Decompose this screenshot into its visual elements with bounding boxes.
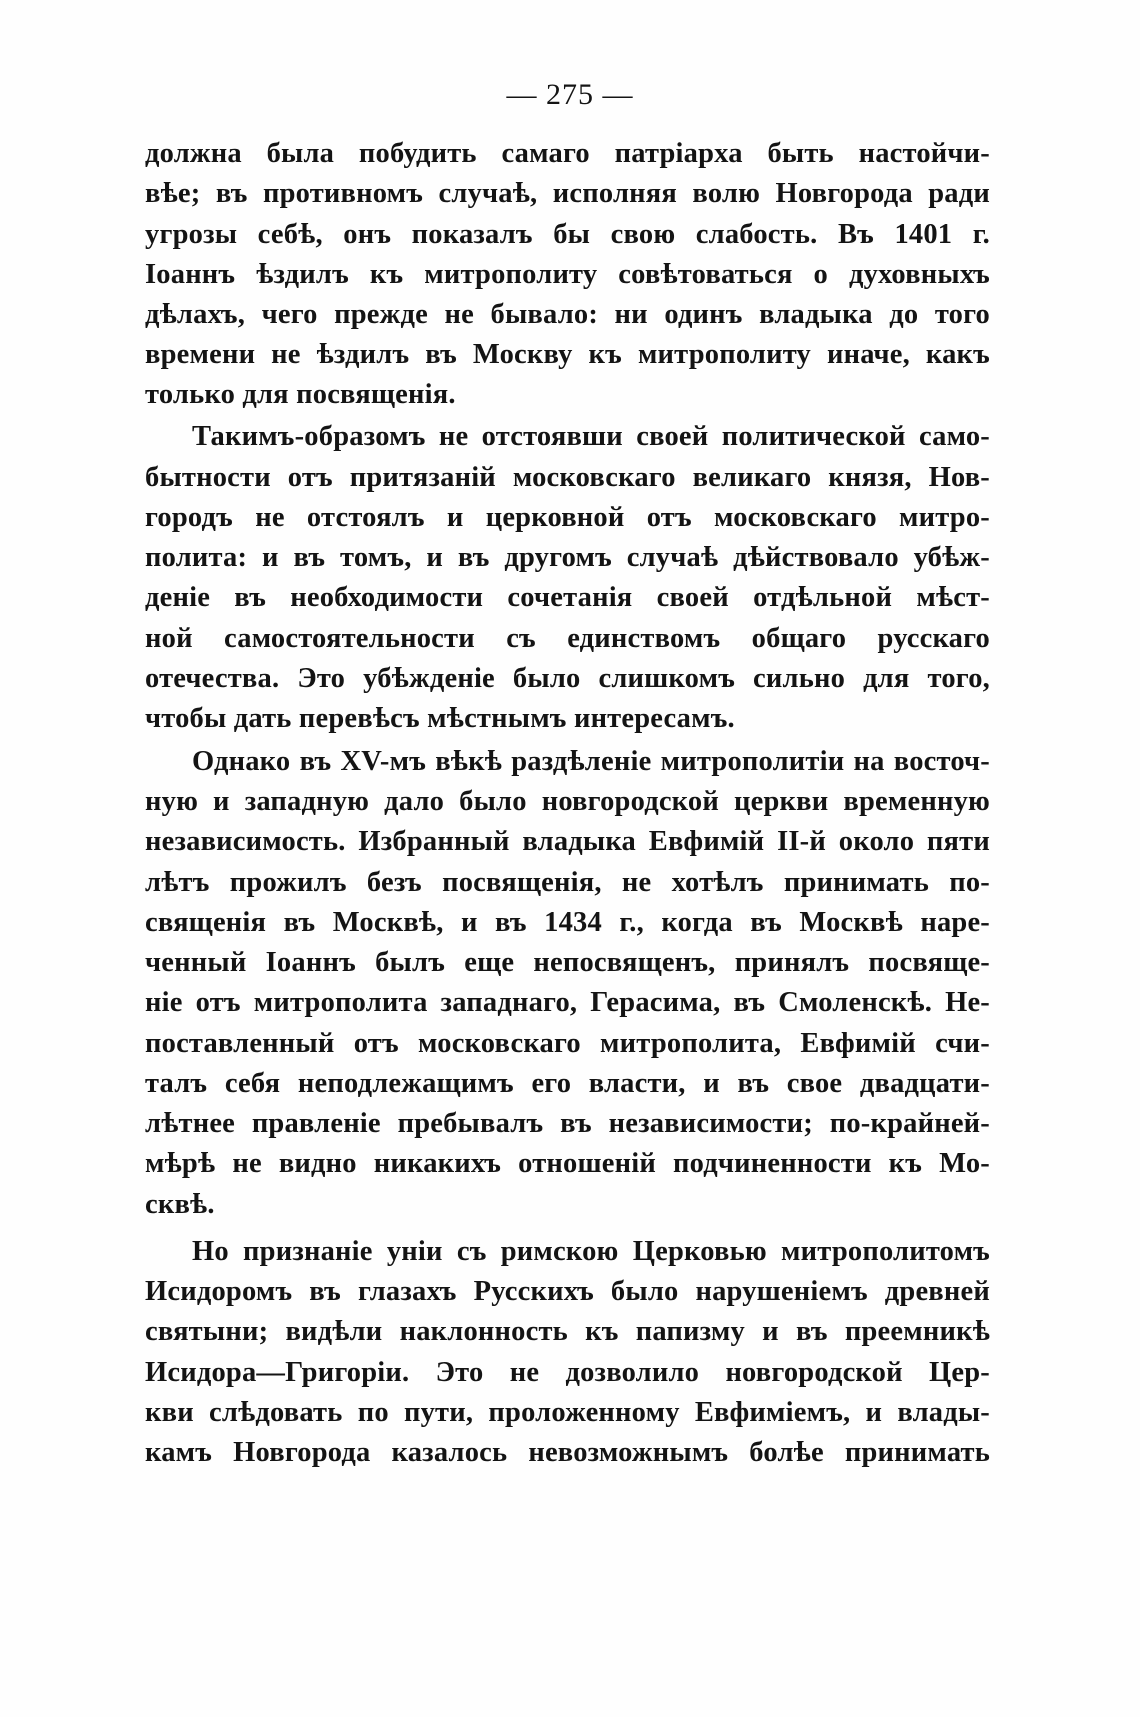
text-line: святыни; видѣли наклонность къ папизму и въ преемникѣ <box>145 1316 990 1347</box>
text-line: ную и западную дало было новгородской церкви временную <box>145 786 990 817</box>
text-line: Исидоромъ въ глазахъ Русскихъ было нарушеніемъ древней <box>145 1276 990 1307</box>
text-line: поставленный отъ московскаго митрополита, Евфимій счи- <box>145 1028 990 1059</box>
page-number: — 275 — <box>506 78 634 111</box>
text-line: камъ Новгорода казалось невозможнымъ болѣе принимать <box>145 1437 990 1468</box>
text-line: сквѣ. <box>145 1189 215 1220</box>
text-line: времени не ѣздилъ въ Москву къ митрополиту иначе, какъ <box>145 339 990 370</box>
text-line: Исидора—Григоріи. Это не дозволило новгородской Цер- <box>145 1357 990 1388</box>
text-line: чтобы дать перевѣсъ мѣстнымъ интересамъ. <box>145 703 735 734</box>
text-line: Іоаннъ ѣздилъ къ митрополиту совѣтоваться о духовныхъ <box>145 259 990 290</box>
text-line: только для посвященія. <box>145 379 456 410</box>
text-line: бытности отъ притязаній московскаго великаго князя, Нов- <box>145 462 990 493</box>
text-line: отечества. Это убѣжденіе было слишкомъ сильно для того, <box>145 663 990 694</box>
text-line: деніе въ необходимости сочетанія своей отдѣльной мѣст- <box>145 582 990 613</box>
text-line: дѣлахъ, чего прежде не бывало: ни одинъ владыка до того <box>145 299 990 330</box>
text-line: полита: и въ томъ, и въ другомъ случаѣ дѣйствовало убѣж- <box>145 542 990 573</box>
text-line: священія въ Москвѣ, и въ 1434 г., когда въ Москвѣ наре- <box>145 907 990 938</box>
text-line: ніе отъ митрополита западнаго, Герасима, въ Смоленскѣ. Не- <box>145 987 990 1018</box>
text-line: ной самостоятельности съ единствомъ общаго русскаго <box>145 623 990 654</box>
text-line: ченный Іоаннъ былъ еще непосвященъ, принялъ посвяще- <box>145 947 990 978</box>
text-line: Однако въ XV-мъ вѣкѣ раздѣленіе митрополитіи на восточ- <box>192 746 990 777</box>
text-line: городъ не отстоялъ и церковной отъ московскаго митро- <box>145 502 990 533</box>
text-line: должна была побудить самаго патріарха быть настойчи- <box>145 138 990 169</box>
text-line: Но признаніе уніи съ римскою Церковью митрополитомъ <box>192 1236 990 1267</box>
text-line: лѣтъ прожилъ безъ посвященія, не хотѣлъ принимать по- <box>145 867 990 898</box>
text-line: кви слѣдовать по пути, проложенному Евфиміемъ, и влады- <box>145 1397 990 1428</box>
text-line: талъ себя неподлежащимъ его власти, и въ свое двадцати- <box>145 1068 990 1099</box>
text-line: мѣрѣ не видно никакихъ отношеній подчиненности къ Мо- <box>145 1148 990 1179</box>
text-line: вѣе; въ противномъ случаѣ, исполняя волю Новгорода ради <box>145 178 990 209</box>
text-line: угрозы себѣ, онъ показалъ бы свою слабость. Въ 1401 г. <box>145 219 990 250</box>
text-line: лѣтнее правленіе пребывалъ въ независимости; по-крайней- <box>145 1108 990 1139</box>
text-line: Такимъ-образомъ не отстоявши своей политической само- <box>192 421 990 452</box>
text-line: независимость. Избранный владыка Евфимій II-й около пяти <box>145 826 990 857</box>
